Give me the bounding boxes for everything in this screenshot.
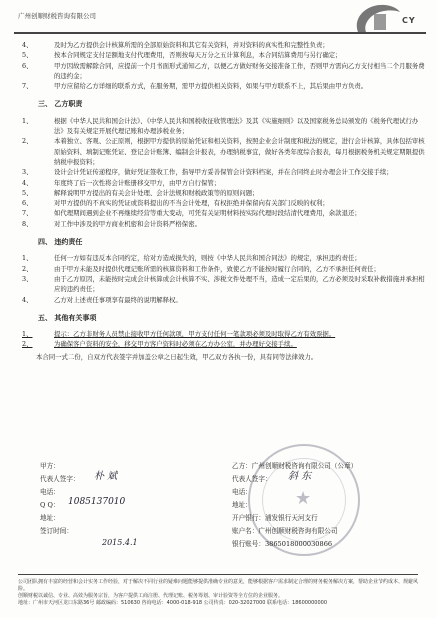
section-heading-breach: 四、 违约责任	[38, 237, 83, 247]
clause-number: 1、	[22, 330, 33, 339]
clause-item	[22, 253, 426, 263]
company-logo-icon	[352, 2, 402, 34]
clause-item	[22, 178, 426, 188]
clause-text: 根据《中华人民共和国会计法》、《中华人民共和国税收征收管理法》及其《实施细则》以及国家税务总局颁发的《税务代理试行办法》及有关规定开展代理记账和办理涉税业务；	[54, 116, 419, 136]
clause-text: 为确保客户资料的安全，移交甲方客户资料时必须在乙方办公室，并办理好交接手续。	[54, 340, 297, 349]
party-b-bank-value: 浦发银行天河支行	[264, 514, 318, 522]
party-b-account-name-value: 广州创顺财税咨询有限公司	[258, 527, 338, 535]
page-header	[14, 4, 426, 34]
clause-item	[22, 208, 426, 218]
clause-item	[22, 295, 426, 305]
party-b-account-no-label: 银行账号：	[232, 540, 265, 548]
party-a-date-label: 签订时间：	[40, 527, 73, 535]
party-a-date-value: 2015.4.1	[102, 538, 138, 547]
footer-line-1: 公司团队拥有丰富的经营和会计实务工作经验，对于解决不同行业的疑难问题能够提供准确专业的意见，能够根据客户需求制定合理的财务税务解决方案，帮助企业节约成本、规避风险。	[18, 579, 419, 592]
party-b-rep-label: 代表人签字：	[232, 475, 272, 483]
clause-item	[22, 219, 426, 229]
clause-number: 5、	[22, 51, 33, 60]
party-a-signature: 朴 斌	[94, 471, 118, 482]
clause-number: 6、	[22, 61, 33, 70]
clause-item	[22, 329, 426, 339]
clause-number: 6、	[22, 199, 33, 208]
party-b-bank-label: 开户银行：	[232, 514, 265, 522]
clause-text: 由于甲方未能及时提供代理记账所需的核算资料和工作条件，致使乙方不能按时履行合同的，乙方不承担任何责任；	[54, 264, 380, 273]
clause-item	[22, 188, 426, 198]
clause-text: 按本合同规定支付足额地支付代理费用，否则按每天万分之五计算利息，本合同结算费用与另行确定；	[54, 51, 342, 60]
footer-line-3: 地址：广州市天河区龙口东路36号 邮政编码：510630 咨询电话：4000-018-918 公司传真：020-32027000 联系电话：18600000000	[18, 600, 328, 606]
party-a-duties-list	[22, 40, 426, 91]
clause-text: 如代理期间遇到企业不再继续经营等重大变动，可凭有关证明材料按实际代理时段结清代理费用，余款退还；	[54, 209, 361, 218]
clause-item	[22, 50, 426, 60]
clause-item	[22, 198, 426, 208]
closing-paragraph: 本合同一式二份，自双方代表签字并加盖公章之日起生效，甲乙双方各执一份，具有同等法律效力。	[36, 352, 318, 361]
clause-text: 任何一方如有违反本合同约定，给对方造成损失的，则按《中华人民共和国合同法》的规定，承担违约责任；	[54, 254, 361, 263]
party-b-phone-label: 电话：	[232, 488, 252, 496]
header-company-name: 广州创顺财税咨询有限公司	[18, 12, 96, 20]
party-b-account-name-label: 账户名：	[232, 527, 259, 535]
clause-text: 乙方对上述责任事项享有最终的说明解释权。	[54, 295, 182, 304]
clause-text: 解释说明甲方提出的有关会计处理、会计法规和财税政策等的原则问题；	[54, 188, 259, 197]
clause-text: 提示：乙方非财务人员禁止接收甲方任何款项，甲方支付任何一笔款项必须及时取得乙方有效票据。	[54, 330, 336, 339]
clause-item	[22, 167, 426, 177]
clause-item	[22, 264, 426, 274]
clause-number: 7、	[22, 82, 33, 91]
clause-item	[22, 81, 426, 91]
clause-number: 3、	[22, 168, 33, 177]
clause-number: 2、	[22, 264, 33, 273]
party-a-signature-block	[40, 460, 210, 547]
clause-item	[22, 339, 426, 349]
clause-text: 由于乙方原因，未能按时完成会计核算或会计核算不实、涉税文件处理不当，造成一定后果的，乙方必须及时采取补救措施并承担相应的违约责任；	[54, 274, 425, 294]
party-a-qq-value: 1085137010	[68, 497, 126, 507]
party-b-name: 广州创顺财税咨询有限公司（公章）	[251, 462, 358, 470]
clause-item	[22, 136, 426, 167]
party-b-duties-list	[22, 116, 426, 229]
clause-text: 及时为乙方提供会计核算所需的全部原始资料和其它有关资料，并对资料的真实性和完整性负责；	[54, 41, 329, 49]
contract-body	[22, 40, 426, 362]
clause-number: 5、	[22, 188, 33, 197]
breach-liability-list	[22, 253, 426, 304]
section-heading-other: 五、 其他有关事项	[38, 312, 97, 322]
clause-number: 1、	[22, 116, 33, 125]
footer-line-2: 创顺财税以诚信、专业、高效为服务宗旨，为客户提供工商注册、代理记账、税务筹划、审计验资等全方位的企业服务。	[18, 593, 284, 599]
party-a-qq-label: Q Q：	[40, 501, 60, 509]
page-footer	[18, 574, 418, 607]
party-a-label: 甲方：	[40, 462, 60, 470]
clause-item	[22, 40, 426, 50]
clause-text: 本着独立、客观、公正原则，根据甲方提供的原始凭证和相关资料，按照企业会计制度和税法的规定，进行会计核算，具体包括审核原始资料、填制记账凭证、登记会计账簿、编制会计报表，办理纳税事宜，做好各类年度综合报表，每月根据税务机关规定期限提供纳税申报资料；	[54, 137, 425, 166]
clause-text: 甲方应留给乙方详细的联系方式，在服务期，需甲方提供相关资料，如果与甲方联系不上，其后果由甲方负责。	[54, 82, 368, 91]
party-b-address-label: 地址：	[232, 501, 252, 509]
clause-number: 2、	[22, 340, 33, 349]
clause-text: 设计会计凭证传递程序，做好凭证签收工作，指导甲方妥善保管会计资料档案，并在合同终止时办理会计工作交接手续；	[54, 168, 393, 177]
logo-text: CY	[402, 16, 416, 25]
party-a-rep-label: 代表人签字：	[40, 475, 80, 483]
clause-number: 4、	[22, 178, 33, 187]
clause-number: 4、	[22, 295, 33, 304]
clause-item	[22, 274, 426, 295]
party-b-account-no-value: 3865018000030866	[264, 540, 333, 548]
clause-text: 对甲方提供的不真实的凭证或资料提出的不当会计处理，有权拒绝并保留向有关部门反映的权利；	[54, 199, 329, 208]
clause-item	[22, 116, 426, 137]
clause-text: 对工作中涉及的甲方商业机密和会计资料严格保密。	[54, 219, 201, 228]
clause-number: 1、	[22, 254, 33, 263]
section-heading-party-b: 三、 乙方职责	[38, 99, 83, 109]
clause-number: 4、	[22, 41, 33, 49]
clause-number: 3、	[22, 274, 33, 283]
clause-text: 年度终了后一次性将会计账册移交甲方，由甲方自行保管；	[54, 178, 221, 187]
clause-number: 8、	[22, 219, 33, 228]
clause-number: 2、	[22, 137, 33, 146]
party-b-signature-block	[232, 460, 422, 551]
party-a-address-label: 地址：	[40, 514, 60, 522]
clause-item	[22, 61, 426, 82]
other-matters-list	[22, 329, 426, 350]
party-b-label: 乙方：	[232, 462, 252, 470]
clause-number: 7、	[22, 209, 33, 218]
party-b-signature: 斜 东	[288, 471, 312, 482]
seal-star-icon: ★	[295, 488, 312, 509]
clause-text: 甲方因故需解除合同，应提前一个月书面形式通知乙方，以便乙方做好财务交接准备工作，否则甲方需向乙方支付相当二个月服务费的违约金；	[54, 61, 425, 80]
party-a-phone-label: 电话：	[40, 488, 60, 496]
